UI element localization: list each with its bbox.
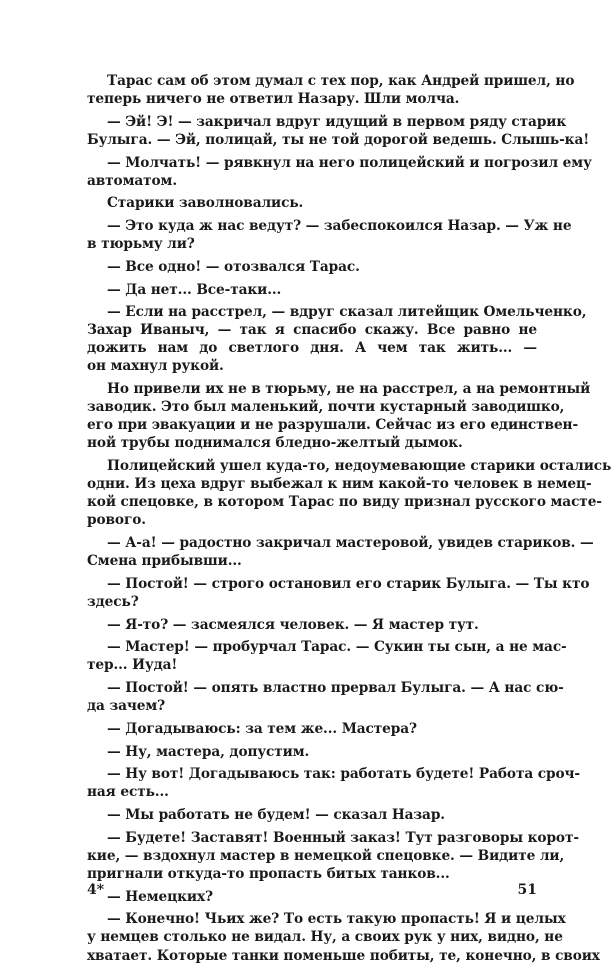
text-line: теперь ничего не ответил Назару. Шли молча. — [87, 91, 460, 108]
text-line: Полицейский ушел куда-то, недоумевающие старики остались — [107, 458, 611, 475]
text-line: Но привели их не в тюрьму, не на расстрел, а на ремонтный — [107, 381, 591, 398]
text-line: — А-а! — радостно закричал мастеровой, увидев стариков. — — [107, 535, 594, 552]
signature-mark: 4* — [87, 882, 105, 898]
text-line: Захар Иваныч, — так я спасибо скажу. Все равно не — [87, 322, 537, 339]
text-line: дожить нам до светлого дня. А чем так жить... — — [87, 340, 537, 357]
text-line: ной трубы поднимался бледно-желтый дымок. — [87, 435, 463, 452]
text-line: пригнали откуда-то пропасть битых танков... — [87, 865, 450, 882]
text-line: хватает. Которые танки поменьше побиты, те, конечно, в своих — [87, 947, 600, 964]
text-line: — Я-то? — засмеялся человек. — Я мастер тут. — [107, 616, 479, 633]
text-line: тер... Иуда! — [87, 657, 178, 674]
text-line: — Ну вот! Догадываюсь так: работать будете! Работа сроч- — [107, 766, 581, 783]
text-line: — Если на расстрел, — вдруг сказал литейщик Омельченко, — [107, 304, 587, 321]
text-line: у немцев столько не видал. Ну, а своих рук у них, видно, не — [87, 929, 563, 946]
text-line: Старики заволновались. — [107, 195, 304, 212]
text-line: — Постой! — строго остановил его старик Булыга. — Ты кто — [107, 575, 590, 592]
text-line: автоматом. — [87, 172, 178, 189]
text-line: Булыга. — Эй, полицай, ты не той дорогой ведешь. Слышь-ка! — [87, 131, 590, 148]
text-line: кие, — вздохнул мастер в немецкой спецовке. — Видите ли, — [87, 847, 565, 864]
text-line: — Да нет... Все-таки... — [107, 281, 282, 298]
text-line: рового. — [87, 512, 146, 529]
text-line: — Немецких? — [107, 888, 213, 905]
body-text — [87, 72, 611, 965]
text-line: Смена прибывши... — [87, 553, 242, 570]
text-line: его при эвакуации и не разрушали. Сейчас из его единствен- — [87, 417, 579, 434]
text-line: — Ну, мастера, допустим. — [107, 743, 310, 760]
text-line: одни. Из цеха вдруг выбежал к ним какой-то человек в немец- — [87, 476, 592, 493]
text-line: — Будете! Заставят! Военный заказ! Тут разговоры корот- — [107, 829, 579, 846]
text-line: в тюрьму ли? — [87, 236, 195, 253]
text-line: ная есть... — [87, 784, 169, 801]
text-line: — Все одно! — отозвался Тарас. — [107, 258, 360, 275]
text-line: — Молчать! — рявкнул на него полицейский и погрозил ему — [107, 154, 592, 171]
text-line: — Догадываюсь: за тем же... Мастера? — [107, 720, 417, 737]
text-line: Тарас сам об этом думал с тех пор, как Андрей пришел, но — [107, 73, 575, 89]
text-line: он махнул рукой. — [87, 358, 224, 375]
text-line: здесь? — [87, 593, 139, 610]
text-line: — Конечно! Чьих же? То есть такую пропасть! Я и целых — [107, 911, 566, 928]
text-line: — Эй! Э! — закричал вдруг идущий в первом ряду старик — [107, 113, 567, 130]
text-line: — Это куда ж нас ведут? — забеспокоился Назар. — Уж не — [107, 218, 572, 235]
text-line: заводик. Это был маленький, почти кустарный заводишко, — [87, 399, 565, 416]
text-line: да зачем? — [87, 698, 166, 715]
page-number: 51 — [517, 882, 537, 898]
text-line: — Мы работать не будем! — сказал Назар. — [107, 807, 445, 824]
text-line: кой спецовке, в котором Тарас по виду признал русского масте- — [87, 494, 602, 511]
text-line: — Мастер! — пробурчал Тарас. — Сукин ты сын, а не мас- — [107, 639, 567, 656]
text-line: — Постой! — опять властно прервал Булыга. — А нас сю- — [107, 680, 564, 697]
